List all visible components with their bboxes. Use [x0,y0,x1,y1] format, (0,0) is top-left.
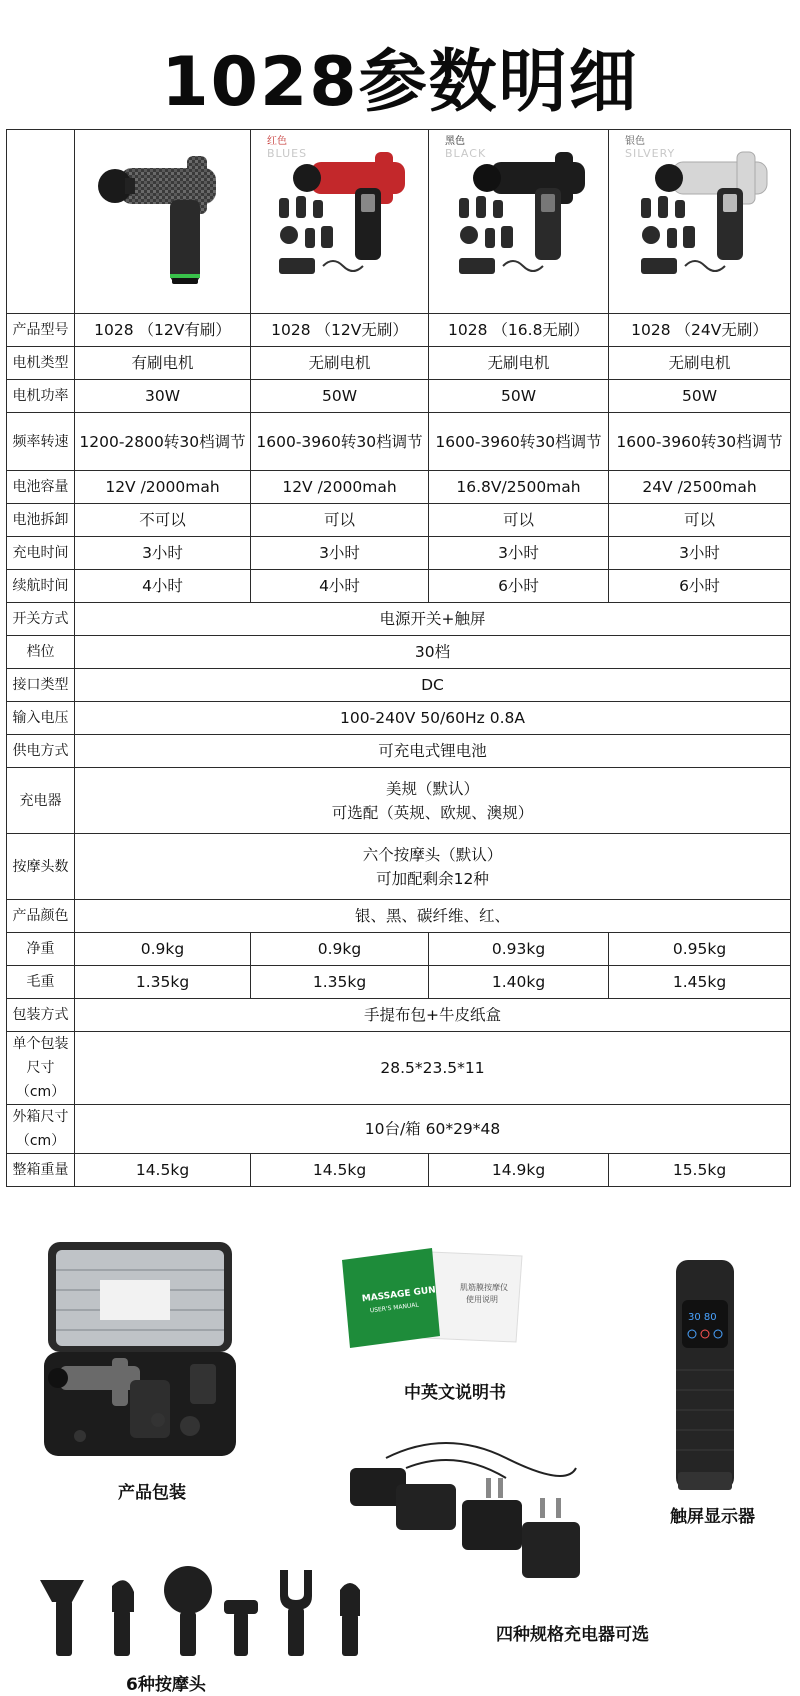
cell: 有刷电机 [75,347,251,380]
cell: 6小时 [429,570,609,603]
cell: 1600-3960转30档调节 [609,413,791,471]
row-label: 净重 [7,933,75,966]
row-label: 电池容量 [7,471,75,504]
cell: 14.9kg [429,1154,609,1187]
cell: 16.8V/2500mah [429,471,609,504]
row-package [7,999,791,1032]
cell: 3小时 [609,537,791,570]
row-label: 按摩头数 [7,834,75,900]
caption-display: 触屏显示器 [670,1507,755,1527]
cell: 10台/箱 60*29*48 [75,1105,791,1154]
cell: 1600-3960转30档调节 [429,413,609,471]
massage-heads-image [36,1560,396,1670]
row-label: 电机功率 [7,380,75,413]
cell: 手提布包+牛皮纸盒 [75,999,791,1032]
product-image-carbon [75,130,251,314]
row-label: 单个包装尺寸（cm） [7,1032,75,1105]
row-motor [7,347,791,380]
product-image-black [429,130,609,314]
cell: 电源开关+触屏 [75,603,791,636]
cell: 12V /2000mah [251,471,429,504]
cell: 6小时 [609,570,791,603]
heads-extra: 可加配剩余12种 [376,869,489,888]
cell: 1200-2800转30档调节 [75,413,251,471]
color-label-silver: 银色 SILVERY [625,136,676,160]
cell: 无刷电机 [429,347,609,380]
row-speed [7,413,791,471]
row-charger [7,768,791,834]
row-power [7,380,791,413]
color-label-black: 黑色 BLACK [445,136,487,160]
manual-cover-subtitle: USER'S MANUAL [369,1301,420,1315]
row-net [7,933,791,966]
cell [75,768,791,834]
row-label: 产品颜色 [7,900,75,933]
touch-display-image [660,1260,750,1500]
row-label: 供电方式 [7,735,75,768]
row-label: 整箱重量 [7,1154,75,1187]
cell: 1600-3960转30档调节 [251,413,429,471]
cell: 50W [609,380,791,413]
cell: 3小时 [429,537,609,570]
row-label: 接口类型 [7,669,75,702]
cell: 50W [429,380,609,413]
row-label: 频率转速 [7,413,75,471]
carry-case-image [40,1240,240,1460]
manual-page-line1: 肌筋膜按摩仪 [460,1283,508,1292]
row-label: 产品型号 [7,314,75,347]
cell: 30W [75,380,251,413]
row-port [7,669,791,702]
cell: 15.5kg [609,1154,791,1187]
row-heads [7,834,791,900]
product-image-silver [609,130,791,314]
cell: 0.93kg [429,933,609,966]
cell: 无刷电机 [251,347,429,380]
product-image-row [7,130,791,314]
spec-table [6,129,791,1187]
cell: 4小时 [251,570,429,603]
cell: 可充电式锂电池 [75,735,791,768]
cell: 1028 （24V无刷） [609,314,791,347]
row-label: 开关方式 [7,603,75,636]
page-title: 1028参数明细 [161,43,639,122]
corner-cell [7,130,75,314]
cell [75,834,791,900]
cell: 不可以 [75,504,251,537]
screen-readout: 30 80 [688,1312,717,1323]
cell: 30档 [75,636,791,669]
cell: 可以 [609,504,791,537]
row-label: 输入电压 [7,702,75,735]
cell: 28.5*23.5*11 [75,1032,791,1105]
cell: 0.95kg [609,933,791,966]
row-label: 电池拆卸 [7,504,75,537]
row-gear [7,636,791,669]
cell: 12V /2000mah [75,471,251,504]
row-endurance [7,570,791,603]
row-charge [7,537,791,570]
cell: 24V /2500mah [609,471,791,504]
caption-package: 产品包装 [118,1483,186,1503]
row-model [7,314,791,347]
cell: 1.45kg [609,966,791,999]
row-label: 外箱尺寸（cm） [7,1105,75,1154]
row-removable [7,504,791,537]
manual-image [340,1242,530,1352]
cell: 14.5kg [75,1154,251,1187]
row-label: 充电时间 [7,537,75,570]
product-image-red [251,130,429,314]
cell: 1028 （12V无刷） [251,314,429,347]
cell: 3小时 [251,537,429,570]
caption-manual: 中英文说明书 [404,1383,506,1403]
charger-options: 可选配（英规、欧规、澳规） [331,803,534,822]
cell: 1.35kg [251,966,429,999]
row-label: 档位 [7,636,75,669]
row-label: 续航时间 [7,570,75,603]
cell: 1028 （16.8无刷） [429,314,609,347]
heads-default: 六个按摩头（默认） [362,845,503,864]
row-battery [7,471,791,504]
caption-heads: 6种按摩头 [126,1675,206,1695]
accessories-section [0,1180,800,1696]
cell: 1.35kg [75,966,251,999]
cell: 1028 （12V有刷） [75,314,251,347]
row-color [7,900,791,933]
charger-default: 美规（默认） [385,779,479,798]
cell: 银、黑、碳纤维、红、 [75,900,791,933]
cell: 50W [251,380,429,413]
row-label: 充电器 [7,768,75,834]
row-label: 毛重 [7,966,75,999]
cell: DC [75,669,791,702]
row-boxsize [7,1105,791,1154]
row-label: 电机类型 [7,347,75,380]
row-switch [7,603,791,636]
cell: 0.9kg [75,933,251,966]
row-label: 包装方式 [7,999,75,1032]
color-label-red: 红色 BLUES [267,136,308,160]
cell: 4小时 [75,570,251,603]
manual-page-line2: 使用说明 [466,1295,498,1304]
row-voltage [7,702,791,735]
row-gross [7,966,791,999]
cell: 3小时 [75,537,251,570]
row-pkgsize [7,1032,791,1105]
cell: 可以 [429,504,609,537]
caption-chargers: 四种规格充电器可选 [496,1625,649,1645]
row-supply [7,735,791,768]
cell: 100-240V 50/60Hz 0.8A [75,702,791,735]
cell: 可以 [251,504,429,537]
cell: 1.40kg [429,966,609,999]
cell: 14.5kg [251,1154,429,1187]
manual-cover-title: MASSAGE GUN [361,1285,437,1305]
cell: 0.9kg [251,933,429,966]
cell: 无刷电机 [609,347,791,380]
